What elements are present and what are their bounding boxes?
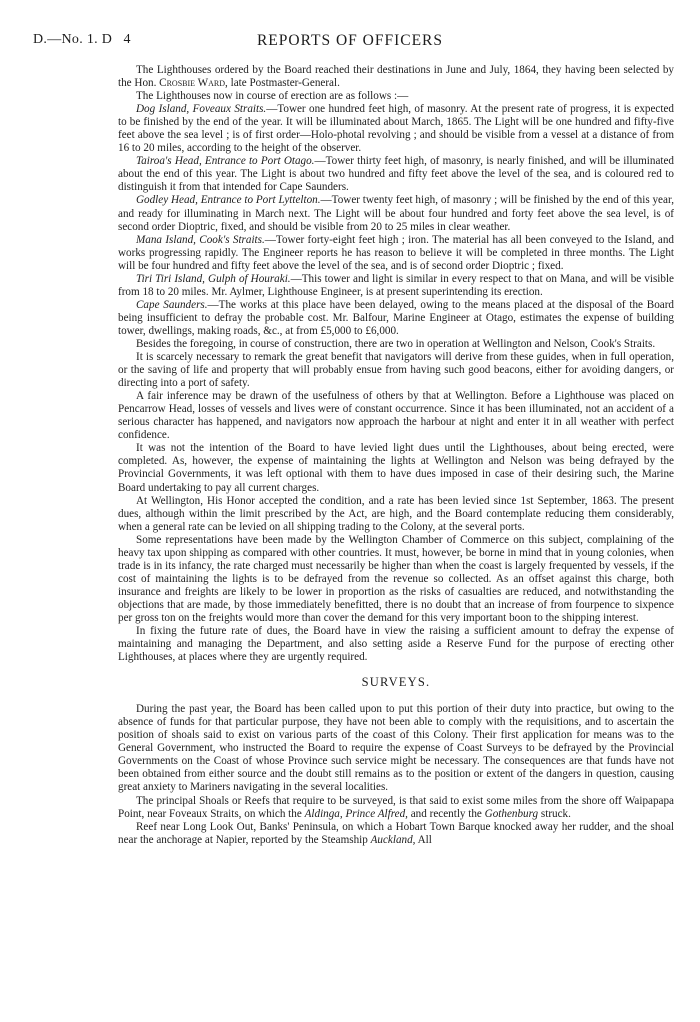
document-body [118, 64, 674, 847]
paragraph-dog-island: Dog Island, Foveaux Straits.—Tower one hundred feet high, of masonry. At the present rate of progress, it is expected to be finished by the end of the year. It will be illuminated about March, 1865. The Light will be one hundred and fifty-five feet above the sea level ; is of first order—Holo-photal revolving ; and should be visible from a vessel at a distance of from 16 to 20 miles, according to the height of the observer. [118, 103, 674, 155]
section-heading-surveys: SURVEYS. [361, 675, 431, 690]
place-name: Mana Island, Cook's Straits. [136, 233, 265, 246]
paragraph-future-rate: In fixing the future rate of dues, the Board have in view the raising a sufficient amount to defray the expense of maintaining and managing the Department, and also setting aside a Reserve Fund for the purpose of erecting other Lighthouses, at places where they are urgently required. [118, 625, 674, 664]
person-name: Crosbie Ward [159, 77, 226, 90]
paragraph-benefit-of-guides: It is scarcely necessary to remark the great benefit that navigators will derive from these guides, when in full operation, or the saving of life and property that will probably ensue from having such good beacons, either for avoiding dangers, or directing into a port of safety. [118, 351, 674, 390]
place-name: Tairoa's Head, Entrance to Port Otago. [136, 155, 315, 168]
page-title: REPORTS OF OFFICERS [256, 32, 444, 49]
ship-names: Aldinga, Prince Alfred, [304, 807, 408, 820]
paragraph-chamber-of-commerce: Some representations have been made by the Wellington Chamber of Commerce on this subject, complaining of the heavy tax upon shipping as compared with other countries. It must, however, be borne in mind that in young colonies, when trade is in its infancy, the rate charged must necessarily be higher than when the coast is largely frequented by vessels, if the cost of maintaining the lights is to be defrayed from the revenue so collected. As an offset against this charge, both insurance and freights are likely to be lower in proportion as the risks of casualties are reduced, and notwithstanding the objections that are made, by those immediately benefitted, there is no doubt that an increase of from fourpence to sixpence per gross ton on the freights would more than cover the demand for this very important boon to the shipping interest. [118, 533, 674, 624]
paragraph-wellington-dues: At Wellington, His Honor accepted the condition, and a rate has been levied since 1st September, 1863. The present dues, although within the limit prescribed by the Act, are high, and the Board contemplate reducing them considerably, when a general rate can be levied on all shipping trading to the Colony, at the several ports. [118, 494, 674, 533]
page-header [33, 32, 667, 52]
paragraph-tairoas-head: Tairoa's Head, Entrance to Port Otago.—Tower thirty feet high, of masonry, is nearly finished, and will be illuminated about the end of this year. The Light is about two hundred and fifty feet above the level of the sea, and is coloured red to distinguish it from that intended for Cape Saunders. [118, 155, 675, 194]
paragraph-reef-long-look-out: Reef near Long Look Out, Banks' Peninsula, on which a Hobart Town Barque knocked away her rudder, and the shoal near the anchorage at Napier, reported by the Steamship Auckland, All [118, 820, 674, 846]
document-code: D.—No. 1. D [33, 32, 113, 47]
paragraph-besides-foregoing: Besides the foregoing, in course of construction, there are two in operation at Wellington and Nelson, Cook's Straits. [136, 337, 656, 350]
paragraph-lighthouses-ordered: The Lighthouses ordered by the Board reached their destinations in June and July, 1864, they having been selected by the Hon. Crosbie Ward, late Postmaster-General. [118, 64, 674, 90]
ship-name: Auckland, [370, 833, 416, 846]
paragraph-godley-head: Godley Head, Entrance to Port Lyttelton.—Tower twenty feet high, of masonry ; will be finished by the end of this year, and ready for illuminating in March next. The Light will be about four hundred and forty feet above the sea level, is of second order Dioptric, fixed, and should be visible from 20 to 25 miles in clear weather. [118, 194, 674, 233]
place-name: Godley Head, Entrance to Port Lyttelton. [136, 194, 321, 207]
place-name: Dog Island, Foveaux Straits. [136, 103, 267, 116]
paragraph-fair-inference: A fair inference may be drawn of the usefulness of others by that at Wellington. Before a Lighthouse was placed on Pencarrow Head, losses of vessels and lives were of constant occurrence. Since it has been illuminated, not an accident of a serious character has happened, and navigators now approach the harbour at night and enter it in all weather with perfect confidence. [118, 390, 674, 442]
paragraph-lighthouses-list-intro: The Lighthouses now in course of erection are as follows :— [136, 90, 409, 103]
page-number: 4 [123, 32, 131, 47]
paragraph-principal-shoals: The principal Shoals or Reefs that require to be surveyed, is that said to exist some miles from the shore off Waipapapa Point, near Foveaux Straits, on which the Aldinga, Prince Alfred, and recently the Gothenburg struck. [118, 794, 674, 820]
paragraph-cape-saunders: Cape Saunders.—The works at this place have been delayed, owing to the means placed at the disposal of the Board being insufficient to defray the probable cost. Mr. Balfour, Marine Engineer at Otago, estimates the expense of building tower, dwellings, making roads, &c., at from £5,000 to £6,000. [118, 298, 674, 337]
paragraph-surveys-past-year: During the past year, the Board has been called upon to put this portion of their duty into practice, but owing to the absence of funds for that particular purpose, they have not been able to comply with the requisitions, and to ascertain the position of shoals said to exist on various parts of the coast of this Colony. Their first application for means was to the General Government, who instructed the Board to require the expense of Coast Surveys to be defrayed by the Provincial Governments on the Coast of whose Province such service might be necessary. The consequences are that funds have not been obtained from either source and the doubt still remains as to the position or extent of the dangers in question, causing great anxiety to Mariners navigating in the several localities. [118, 703, 674, 794]
ship-name: Gothenburg [484, 807, 539, 820]
paragraph-light-dues-intention: It was not the intention of the Board to have levied light dues until the Lighthouses, about being erected, were completed. As, however, the expense of maintaining the lights at Wellington and Nelson was being defrayed by the Provincial Governments, it was left optional with them to have dues imposed in case of their desiring such, the Marine Board undertaking to pay all current charges. [118, 442, 674, 494]
place-name: Tiri Tiri Island, Gulph of Houraki. [136, 272, 291, 285]
paragraph-tiri-tiri-island: Tiri Tiri Island, Gulph of Houraki.—This tower and light is similar in every respect to that on Mana, and will be visible from 18 to 20 miles. Mr. Aylmer, Lighthouse Engineer, is at present superintending its erection. [118, 272, 674, 298]
place-name: Cape Saunders. [136, 298, 208, 311]
paragraph-mana-island: Mana Island, Cook's Straits.—Tower forty-eight feet high ; iron. The material has all been conveyed to the Island, and works progressing rapidly. The Engineer reports he has reason to believe it will be completed in three months. The Light will be four hundred and fifty feet above the level of the sea, and is of second order Dioptric ; fixed. [118, 233, 674, 272]
